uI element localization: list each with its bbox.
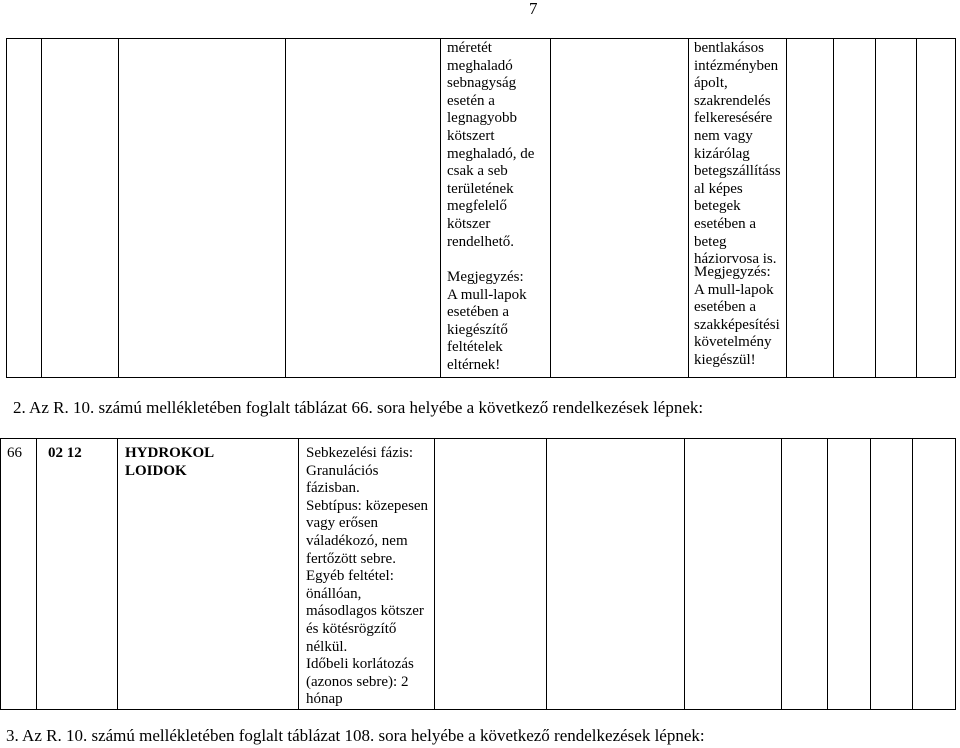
top-table-cell-text: bentlakásos intézményben ápolt, szakrendelés felkeresésére nem vagy kizárólag betegszállításs al képes betegek esetében a beteg háziorvosa is.: [694, 40, 781, 268]
col-divider: [117, 438, 118, 710]
col-divider: [41, 38, 42, 378]
col-divider: [6, 38, 7, 378]
row66-top-border: [0, 438, 956, 439]
row66-code: 02 12: [48, 445, 82, 461]
col-divider: [955, 38, 956, 378]
col-divider: [285, 38, 286, 378]
col-divider: [870, 438, 871, 710]
paragraph-3: 3. Az R. 10. számú mellékletében foglalt táblázat 108. sora helyébe a következő rendelkezések lépnek:: [6, 726, 705, 745]
paragraph-2: 2. Az R. 10. számú mellékletében foglalt táblázat 66. sora helyébe a következő rendelkezések lépnek:: [13, 398, 704, 417]
col-divider: [916, 38, 917, 378]
top-table-cell-note: Megjegyzés: A mull-lapok esetében a kiegészítő feltételek eltérnek!: [447, 269, 527, 373]
row66-number: 66: [7, 445, 22, 461]
col-divider: [36, 438, 37, 710]
top-table-bottom-border: [6, 377, 955, 378]
top-table-top-border: [6, 38, 955, 39]
row66-product-name: HYDROKOL LOIDOK: [125, 445, 215, 479]
page-number: 7: [529, 0, 538, 18]
col-divider: [912, 438, 913, 710]
col-divider: [688, 38, 689, 378]
col-divider: [827, 438, 828, 710]
row66-bottom-border: [0, 709, 956, 710]
row66-conditions: Sebkezelési fázis: Granulációs fázisban. Sebtípus: közepesen vagy erősen váladékozó, nem fertőzött sebre. Egyéb feltétel: önállóan, másodlagos kötszer és kötésrögzítő nélkül. Időbeli korlátozás (azonos sebre): 2 hónap: [306, 445, 429, 708]
col-divider: [550, 38, 551, 378]
col-divider: [786, 38, 787, 378]
col-divider: [118, 38, 119, 378]
col-divider: [434, 438, 435, 710]
col-divider: [875, 38, 876, 378]
col-divider: [0, 438, 1, 710]
col-divider: [684, 438, 685, 710]
col-divider: [298, 438, 299, 710]
top-table-cell-text: méretét meghaladó sebnagyság esetén a legnagyobb kötszert meghaladó, de csak a seb területének megfelelő kötszer rendelhető.: [447, 40, 535, 250]
col-divider: [833, 38, 834, 378]
col-divider: [440, 38, 441, 378]
col-divider: [546, 438, 547, 710]
col-divider: [955, 438, 956, 710]
col-divider: [781, 438, 782, 710]
top-table-cell-note: Megjegyzés: A mull-lapok esetében a szakképesítési követelmény kiegészül!: [694, 264, 780, 368]
